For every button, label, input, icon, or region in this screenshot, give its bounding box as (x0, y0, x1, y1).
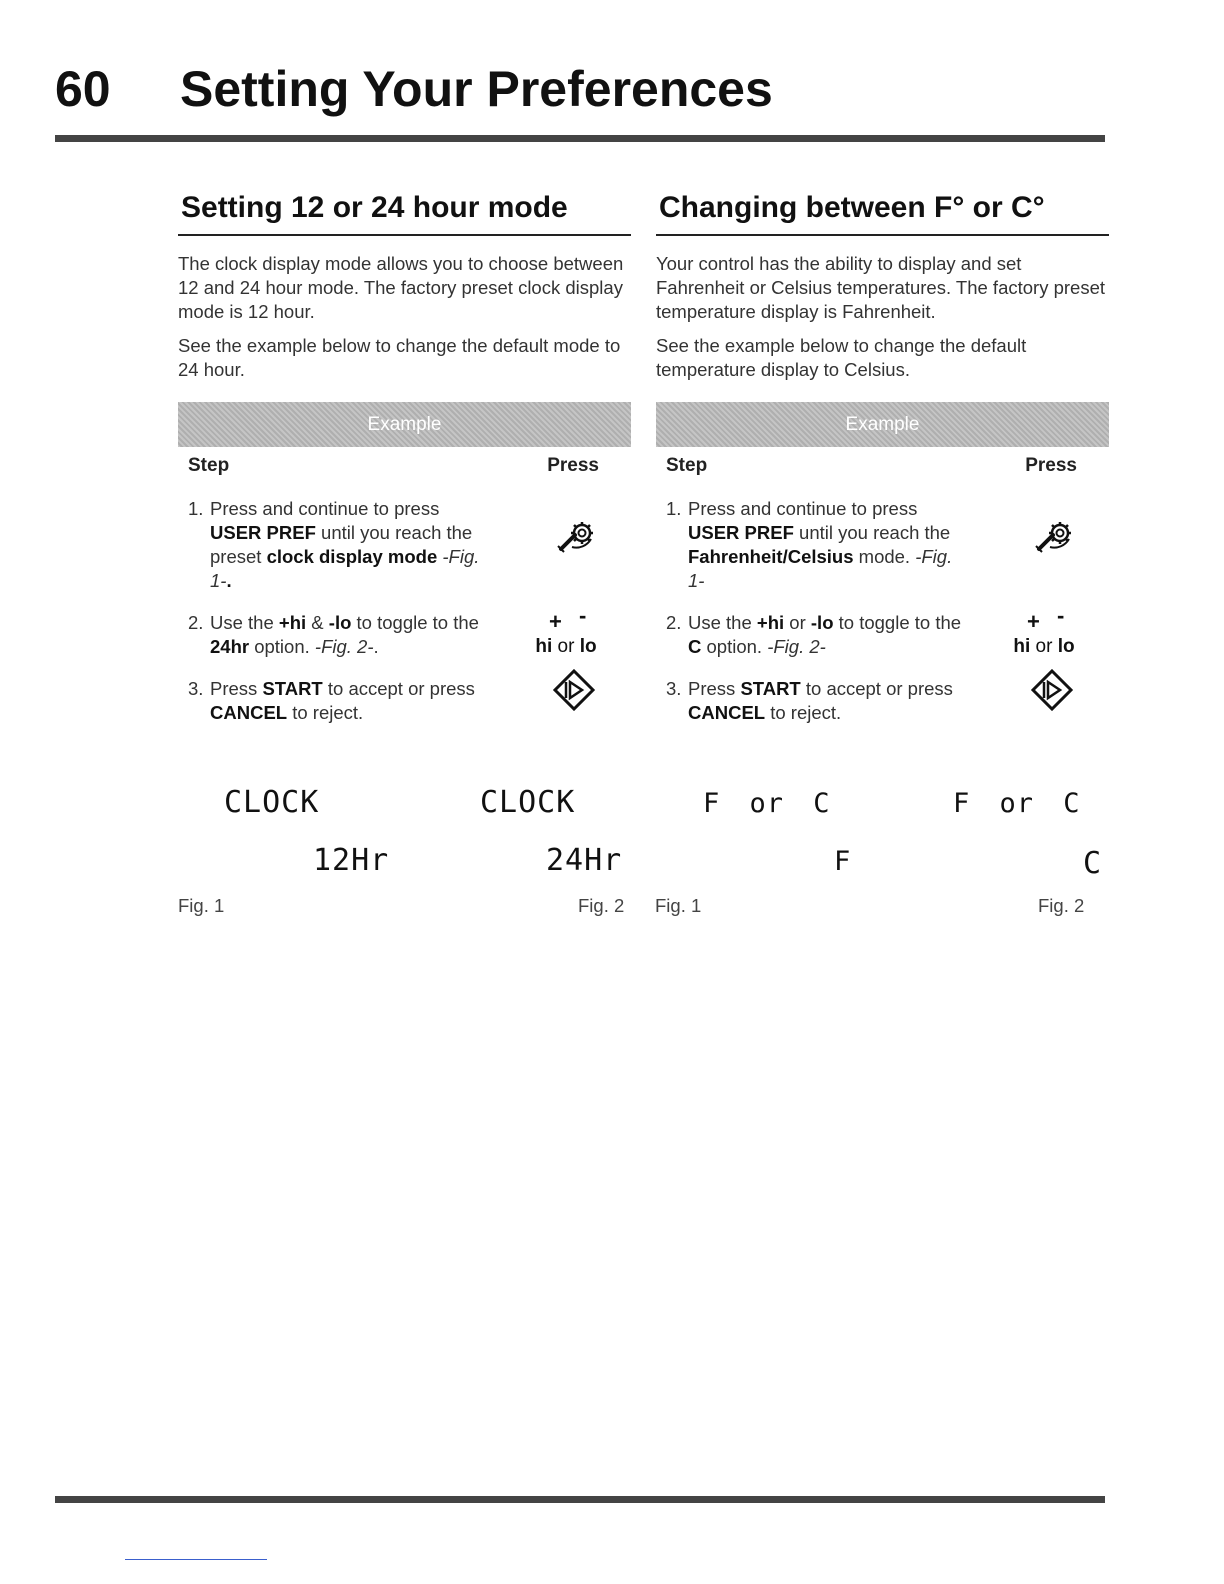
section-rule (178, 234, 631, 236)
intro-paragraph: The clock display mode allows you to choose between 12 and 24 hour mode. The factory preset clock display mode is 12 hour. (178, 253, 624, 322)
lo-key-label: lo (579, 636, 597, 657)
page-title: Setting Your Preferences (180, 61, 773, 117)
lcd-fig2-top: F or C (953, 788, 1081, 819)
step-number: 2. (666, 612, 682, 633)
instruction-paragraph: See the example below to change the default mode to 24 hour. (178, 335, 621, 380)
header-rule (55, 135, 1105, 142)
step-text: Use the +hi or -lo to toggle to the C option. -Fig. 2- (688, 612, 962, 657)
hi-lo-keys: + - hi or lo (1013, 603, 1075, 657)
user-pref-key-icon (1033, 519, 1077, 555)
plus-sign: + (549, 609, 562, 634)
step-number: 1. (666, 498, 682, 519)
section-title: Changing between F° or C° (659, 191, 1045, 224)
step-table-header (178, 451, 631, 483)
step-item (656, 497, 1109, 593)
plus-sign: + (1027, 609, 1040, 634)
minus-sign: - (1057, 603, 1065, 628)
step-item (178, 603, 631, 659)
step-number: 1. (188, 498, 204, 519)
start-key-icon (553, 669, 595, 711)
intro-paragraph: Your control has the ability to display and set Fahrenheit or Celsius temperatures. The factory preset temperature display is Fahrenheit. (656, 253, 1106, 322)
step-item (656, 603, 1109, 659)
hi-lo-keys: + - hi or lo (535, 603, 597, 657)
instruction-paragraph: See the example below to change the default temperature display to Celsius. (656, 335, 1027, 380)
lcd-fig2-bottom: 24Hr (546, 843, 623, 878)
step-number: 2. (188, 612, 204, 633)
fig2-label: Fig. 2 (578, 895, 625, 916)
lcd-fig1-top: CLOCK (224, 785, 320, 820)
hi-key-label: hi (1013, 636, 1031, 657)
start-key-icon (1031, 669, 1073, 711)
step-text: Press and continue to press USER PREF until you reach the Fahrenheit/Celsius mode. -Fig. 1- (688, 498, 953, 591)
step-column-header: Step (188, 455, 230, 476)
step-item (656, 677, 1109, 725)
press-column-header: Press (1025, 455, 1077, 476)
step-text: Press START to accept or press CANCEL to reject. (210, 678, 475, 723)
fig1-label: Fig. 1 (178, 895, 225, 916)
step-text: Press START to accept or press CANCEL to reject. (688, 678, 953, 723)
step-number: 3. (188, 678, 204, 699)
section-title: Setting 12 or 24 hour mode (181, 191, 568, 224)
user-pref-key-icon (555, 519, 599, 555)
lcd-fig1-bottom: 12Hr (313, 843, 390, 878)
step-item (178, 497, 631, 593)
lcd-fig1-bottom: F (834, 846, 852, 877)
section-rule (656, 234, 1109, 236)
example-banner: Example (178, 402, 631, 447)
footer-link-underline (125, 1559, 267, 1560)
lcd-fig1-top: F or C (703, 788, 831, 819)
page-number: 60 (55, 61, 111, 117)
lcd-fig2-bottom: C (1083, 846, 1103, 881)
section-12-24-hour (178, 188, 631, 725)
section-f-or-c (656, 188, 1109, 725)
minus-sign: - (579, 603, 587, 628)
page-header (55, 60, 1105, 120)
example-banner: Example (656, 402, 1109, 447)
press-column-header: Press (547, 455, 599, 476)
step-column-header: Step (666, 455, 708, 476)
fig1-label: Fig. 1 (655, 895, 702, 916)
step-list (656, 497, 1109, 725)
lcd-fig2-top: CLOCK (480, 785, 576, 820)
step-text: Use the +hi & -lo to toggle to the 24hr option. -Fig. 2-. (210, 612, 479, 657)
lo-key-label: lo (1057, 636, 1075, 657)
step-text: Press and continue to press USER PREF until you reach the preset clock display mode -Fig. 1-. (210, 498, 480, 591)
step-number: 3. (666, 678, 682, 699)
footer-rule (55, 1496, 1105, 1503)
fig2-label: Fig. 2 (1038, 895, 1085, 916)
hi-key-label: hi (535, 636, 553, 657)
step-list (178, 497, 631, 725)
step-table-header (656, 451, 1109, 483)
step-item (178, 677, 631, 725)
